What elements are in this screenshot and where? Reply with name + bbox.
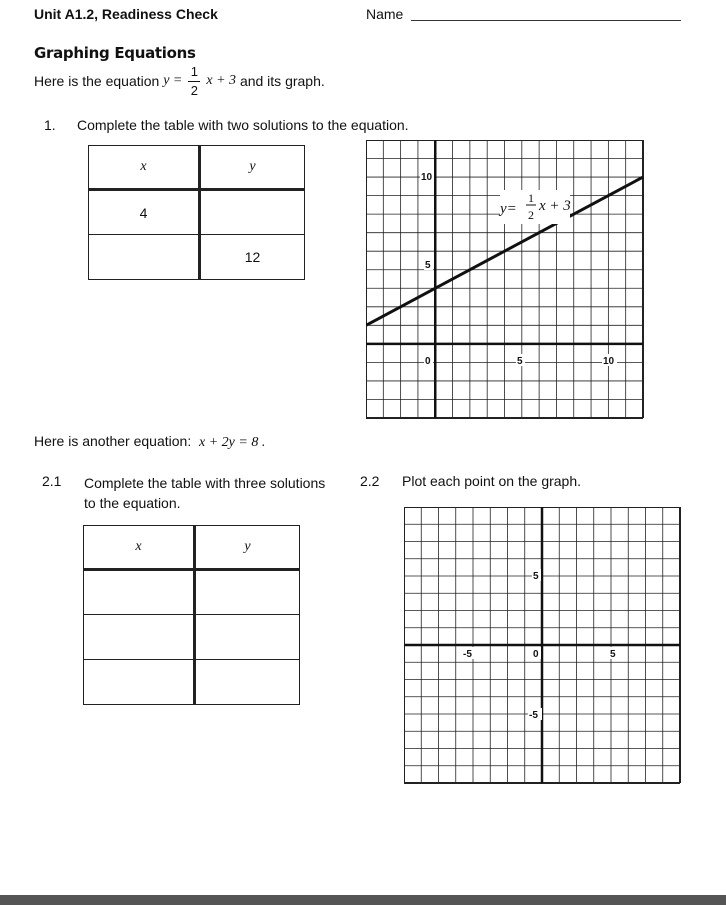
graph2[interactable] (404, 507, 681, 784)
q21-header-x: x (84, 526, 195, 570)
graph1-label-den: 2 (528, 208, 534, 222)
graph2-tick-xneg5: -5 (463, 649, 472, 660)
name-label: Name (366, 6, 404, 22)
q21-text-line1: Complete the table with three solutions (84, 475, 326, 491)
graph2-tick-x5: 5 (610, 649, 616, 660)
graph1-tick-x10: 10 (603, 356, 615, 367)
q21-text (84, 473, 325, 513)
intro-frac-bar (188, 81, 200, 82)
worksheet-title: Unit A1.2, Readiness Check (34, 6, 218, 22)
q1-number: 1. (44, 117, 56, 133)
graph1-tick-origin: 0 (425, 356, 431, 367)
graph2-tick-origin: 0 (533, 649, 539, 660)
q1-text: Complete the table with two solutions to the equation. (77, 117, 409, 133)
footer-bar (0, 895, 726, 905)
q1-cell-r1-y[interactable] (200, 190, 305, 235)
intro-frac-num: 1 (190, 63, 198, 79)
q21-cell-r1-x[interactable] (84, 570, 195, 615)
q1-cell-r1-x[interactable]: 4 (89, 190, 200, 235)
graph1-tick-y5: 5 (425, 260, 431, 271)
graph2-tick-yneg5: -5 (529, 710, 538, 721)
q22-text: Plot each point on the graph. (402, 473, 582, 489)
q21-text-line2: to the equation. (84, 495, 181, 511)
q1-header-y: y (200, 146, 305, 190)
q21-cell-r1-y[interactable] (195, 570, 300, 615)
intro-rhs: x + 3 (206, 73, 237, 88)
intro-suffix: and its graph. (239, 73, 325, 89)
q21-table (83, 525, 300, 705)
q21-cell-r2-y[interactable] (195, 615, 300, 660)
graph1-tick-x5: 5 (517, 356, 523, 367)
graph1-label-rhs: x + 3 (539, 198, 571, 214)
another-prefix: Here is another equation: (34, 433, 192, 449)
graph1-tick-y10: 10 (421, 172, 433, 183)
intro-frac-den: 2 (190, 82, 198, 98)
intro-prefix: Here is the equation (34, 73, 160, 89)
q1-header-x: x (89, 146, 200, 190)
q1-table (88, 145, 305, 280)
another-equation-sentence (34, 433, 265, 451)
intro-sentence (34, 62, 325, 100)
q21-number: 2.1 (42, 473, 62, 489)
graph1-grid (366, 140, 643, 418)
another-equation: x + 2y = 8 . (199, 435, 266, 450)
q1-cell-r2-y[interactable]: 12 (200, 235, 305, 280)
q22-number: 2.2 (360, 473, 380, 489)
graph1-label-lhs: y= (500, 201, 517, 217)
q21-cell-r2-x[interactable] (84, 615, 195, 660)
graph2-tick-y5: 5 (533, 571, 539, 582)
intro-fraction (188, 65, 200, 98)
q21-cell-r3-x[interactable] (84, 660, 195, 705)
q1-cell-r2-x[interactable] (89, 235, 200, 280)
q21-cell-r3-y[interactable] (195, 660, 300, 705)
section-title: Graphing Equations (34, 44, 196, 62)
name-line[interactable] (411, 20, 681, 21)
q21-header-y: y (195, 526, 300, 570)
graph1-label-num: 1 (528, 191, 534, 205)
intro-lhs: y = (163, 73, 183, 88)
graph1[interactable] (366, 140, 644, 420)
